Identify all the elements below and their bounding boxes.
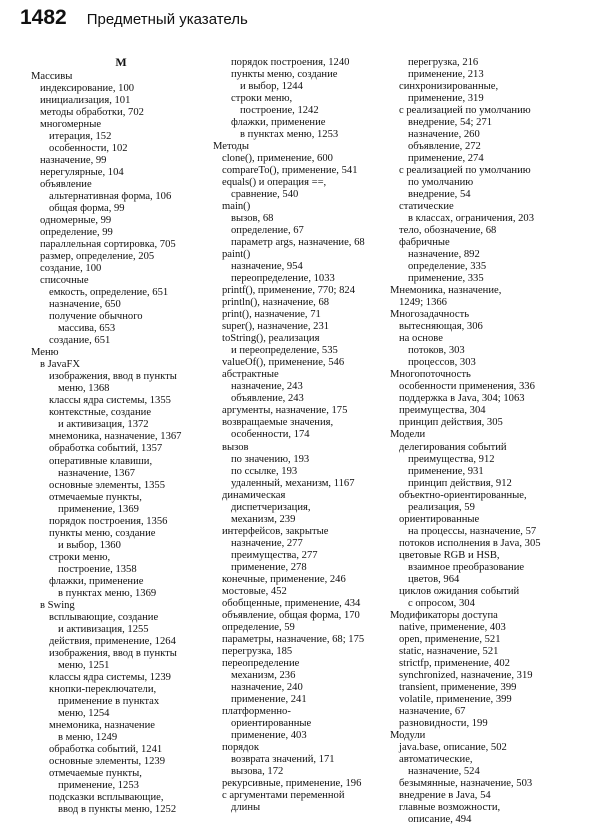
index-entry: strictfp, применение, 402 <box>399 657 510 669</box>
index-entry: применение, 274 <box>408 153 484 165</box>
index-entry: назначение, 260 <box>408 129 480 141</box>
index-entry: вызов, 68 <box>231 213 274 225</box>
index-entry: применение, 213 <box>408 69 484 81</box>
index-entry: изображения, ввод в пункты <box>49 647 177 659</box>
index-entry: volatile, применение, 399 <box>399 693 512 705</box>
index-entry: альтернативная форма, 106 <box>49 191 172 203</box>
entries-list <box>390 57 586 826</box>
index-column-1 <box>31 56 211 816</box>
index-entry: создание, 651 <box>49 335 111 347</box>
index-entry: внедрение в Java, 54 <box>399 789 491 801</box>
index-entry: на процессы, назначение, 57 <box>408 525 537 537</box>
index-entry: вызова, 172 <box>231 765 284 777</box>
index-entry: native, применение, 403 <box>399 621 506 633</box>
index-entry: open, применение, 521 <box>399 633 501 645</box>
index-entry: с опросом, 304 <box>408 597 475 609</box>
index-entry: порядок <box>222 741 259 753</box>
index-entry: назначение, 650 <box>49 299 121 311</box>
index-entry: и выбор, 1244 <box>240 81 303 93</box>
index-entry: абстрактные <box>222 369 279 381</box>
index-entry: применение, 1253 <box>58 779 139 791</box>
index-entry: print(), назначение, 71 <box>222 309 321 321</box>
index-entry: интерфейсов, закрытые <box>222 525 329 537</box>
index-entry: флажки, применение <box>231 117 326 129</box>
index-entry: построение, 1358 <box>58 563 137 575</box>
index-entry: особенности применения, 336 <box>399 381 535 393</box>
index-entry: потоков исполнения в Java, 305 <box>399 537 541 549</box>
index-entry: изображения, ввод в пункты <box>49 371 177 383</box>
index-entry: фабричные <box>399 237 450 249</box>
index-entry: потоков, 303 <box>408 345 465 357</box>
index-entry: определение, 99 <box>40 227 113 239</box>
index-entry: меню, 1368 <box>58 383 110 395</box>
index-entry: по ссылке, 193 <box>231 465 298 477</box>
index-entry: сравнение, 540 <box>231 189 299 201</box>
index-entry: контекстные, создание <box>49 407 152 419</box>
index-entry: внедрение, 54 <box>408 189 471 201</box>
index-entry: классы ядра системы, 1239 <box>49 671 171 683</box>
index-heading: Мнемоника, назначение, <box>390 285 502 297</box>
index-entry: инициализация, 101 <box>40 95 131 107</box>
index-entry: безымянные, назначение, 503 <box>399 777 533 789</box>
index-entry: мостовые, 452 <box>222 585 287 597</box>
index-entry: возвращаемые значения, <box>222 417 334 429</box>
index-entry: пункты меню, создание <box>231 69 338 81</box>
index-entry: создание, 100 <box>40 263 102 275</box>
index-entry: paint() <box>222 249 251 261</box>
index-entry: мнемоника, назначение, 1367 <box>49 431 182 443</box>
index-entry: println(), назначение, 68 <box>222 297 330 309</box>
index-entry: объявление, общая форма, 170 <box>222 609 360 621</box>
index-heading: Модули <box>390 729 426 741</box>
index-entry: тело, обозначение, 68 <box>399 225 497 237</box>
index-entry: с аргументами переменной <box>222 789 345 801</box>
index-entry: размер, определение, 205 <box>40 251 155 263</box>
index-entry: применение, 931 <box>408 465 484 477</box>
index-entry: обработка событий, 1241 <box>49 743 163 755</box>
index-entry: в пунктах меню, 1369 <box>58 587 157 599</box>
index-entry: обработка событий, 1357 <box>49 443 163 455</box>
index-entry: вытесняющая, 306 <box>399 321 483 333</box>
index-entry: определение, 59 <box>222 621 295 633</box>
index-entry: объявление <box>40 179 92 191</box>
index-entry: назначение, 524 <box>408 765 480 777</box>
index-column-2 <box>213 57 393 814</box>
index-entry: взаимное преобразование <box>408 561 525 573</box>
index-entry: кнопки-переключатели, <box>49 683 157 695</box>
index-entry: переопределение, 1033 <box>231 273 335 285</box>
index-entry: оперативные клавиши, <box>49 455 153 467</box>
index-entry: и переопределение, 535 <box>231 345 338 357</box>
index-entry: назначение, 240 <box>231 681 303 693</box>
index-entry: отмечаемые пункты, <box>49 767 142 779</box>
index-entry: valueOf(), применение, 546 <box>222 357 345 369</box>
page-header <box>20 6 248 36</box>
index-entry: принцип действия, 912 <box>408 477 512 489</box>
index-entry: списочные <box>40 275 89 287</box>
index-entry: многомерные <box>40 119 102 131</box>
index-entry: clone(), применение, 600 <box>222 153 333 165</box>
index-entry: применение, 278 <box>231 561 307 573</box>
index-entry: ввод в пункты меню, 1252 <box>58 803 177 815</box>
index-entry: static, назначение, 521 <box>399 645 499 657</box>
index-entry: поддержка в Java, 304; 1063 <box>399 393 525 405</box>
index-entry: по умолчанию <box>408 177 474 189</box>
index-entry: применение, 335 <box>408 273 484 285</box>
index-entry: аргументы, назначение, 175 <box>222 405 348 417</box>
index-entry: ориентированные <box>399 513 480 525</box>
index-entry: флажки, применение <box>49 575 144 587</box>
index-heading: Методы <box>213 141 249 153</box>
index-entry: мнемоника, назначение <box>49 719 155 731</box>
index-entry: длины <box>231 801 261 813</box>
index-column-3 <box>390 57 586 826</box>
index-entry: меню, 1254 <box>58 707 110 719</box>
index-entry: реализация, 59 <box>408 501 475 513</box>
index-entry: индексирование, 100 <box>40 83 135 95</box>
index-entry: механизм, 239 <box>231 513 296 525</box>
index-entry: в классах, ограничения, 203 <box>408 213 535 225</box>
index-entry: перегрузка, 216 <box>408 57 479 68</box>
index-entry: transient, применение, 399 <box>399 681 517 693</box>
running-title: Предметный указатель <box>86 11 248 28</box>
index-entry: объектно-ориентированные, <box>399 489 527 501</box>
index-entry: в пунктах меню, 1253 <box>240 129 339 141</box>
index-entry: и выбор, 1360 <box>58 539 121 551</box>
index-entry: удаленный, механизм, 1167 <box>231 477 355 489</box>
index-entry: назначение, 67 <box>399 705 466 717</box>
index-entry: механизм, 236 <box>231 669 296 681</box>
index-entry: назначение, 892 <box>408 249 480 261</box>
index-heading: Многозадачность <box>390 309 470 321</box>
index-entry: одномерные, 99 <box>40 215 112 227</box>
index-entry: возврата значений, 171 <box>231 753 335 765</box>
index-entry: получение обычного <box>49 311 143 323</box>
index-entry: основные элементы, 1239 <box>49 755 166 767</box>
index-entry: в JavaFX <box>40 359 81 371</box>
index-entry: построение, 1242 <box>240 105 319 117</box>
index-entry: строки меню, <box>231 93 293 105</box>
index-entry: особенности, 102 <box>49 143 128 155</box>
index-entry: рекурсивные, применение, 196 <box>222 777 362 789</box>
index-entry: printf(), применение, 770; 824 <box>222 285 356 297</box>
index-entry: параллельная сортировка, 705 <box>40 239 176 251</box>
index-entry: емкость, определение, 651 <box>49 287 169 299</box>
index-entry: принцип действия, 305 <box>399 417 503 429</box>
index-heading: Модификаторы доступа <box>390 609 498 621</box>
index-entry: пункты меню, создание <box>49 527 156 539</box>
index-entry: и активизация, 1255 <box>58 623 149 635</box>
index-entry: обобщенные, применение, 434 <box>222 597 361 609</box>
index-entry: java.base, описание, 502 <box>399 741 507 753</box>
index-entry: описание, 494 <box>408 813 472 825</box>
index-entry: преимущества, 304 <box>399 405 486 417</box>
index-entry: методы обработки, 702 <box>40 107 144 119</box>
index-entry: с реализацией по умолчанию <box>399 105 531 117</box>
index-entry: в меню, 1249 <box>58 731 118 743</box>
index-entry: автоматические, <box>399 753 473 765</box>
index-entry: порядок построения, 1356 <box>49 515 168 527</box>
index-entry: назначение, 277 <box>231 537 303 549</box>
index-entry: применение, 403 <box>231 729 307 741</box>
index-entry: назначение, 243 <box>231 381 303 393</box>
index-entry: equals() и операция ==, <box>222 177 327 189</box>
index-entry: итерация, 152 <box>49 131 112 143</box>
index-entry: перегрузка, 185 <box>222 645 293 657</box>
entries-list <box>31 71 211 816</box>
index-entry: преимущества, 912 <box>408 453 495 465</box>
index-heading: Массивы <box>31 71 73 82</box>
index-entry: toString(), реализация <box>222 333 320 345</box>
index-entry: вызов <box>222 441 249 453</box>
index-entry: всплывающие, создание <box>49 611 159 623</box>
index-entry: классы ядра системы, 1355 <box>49 395 171 407</box>
index-entry: параметр args, назначение, 68 <box>231 237 365 249</box>
index-entry: применение, 319 <box>408 93 484 105</box>
index-entry: назначение, 1367 <box>58 467 136 479</box>
index-entry: особенности, 174 <box>231 429 310 441</box>
index-entry: synchronized, назначение, 319 <box>399 669 533 681</box>
index-entry: с реализацией по умолчанию <box>399 165 531 177</box>
index-entry: преимущества, 277 <box>231 549 318 561</box>
index-entry: назначение, 99 <box>40 155 107 167</box>
index-entry: 1249; 1366 <box>399 297 447 309</box>
index-entry: внедрение, 54; 271 <box>408 117 493 129</box>
index-entry: основные элементы, 1355 <box>49 479 166 491</box>
index-entry: в Swing <box>40 599 75 611</box>
section-letter: М <box>115 55 127 69</box>
index-entry: делегирования событий <box>399 441 507 453</box>
index-entry: super(), назначение, 231 <box>222 321 330 333</box>
index-entry: массива, 653 <box>58 323 116 335</box>
index-entry: переопределение <box>222 657 300 669</box>
index-entry: определение, 335 <box>408 261 487 273</box>
index-entry: на основе <box>399 333 443 345</box>
index-entry: статические <box>399 201 454 213</box>
index-entry: общая форма, 99 <box>49 203 125 215</box>
index-entry: циклов ожидания событий <box>399 585 520 597</box>
index-entry: ориентированные <box>231 717 312 729</box>
index-heading: Меню <box>31 347 59 359</box>
index-entry: цветовые RGB и HSB, <box>399 549 500 561</box>
index-entry: объявление, 272 <box>408 141 481 153</box>
index-entry: параметры, назначение, 68; 175 <box>222 633 365 645</box>
index-entry: меню, 1251 <box>58 659 110 671</box>
index-entry: определение, 67 <box>231 225 304 237</box>
index-entry: главные возможности, <box>399 801 501 813</box>
index-entry: отмечаемые пункты, <box>49 491 142 503</box>
index-entry: платформенно- <box>222 705 291 717</box>
index-entry: диспетчеризация, <box>231 501 311 513</box>
entries-list <box>213 57 393 814</box>
index-entry: порядок построения, 1240 <box>231 57 350 68</box>
index-entry: динамическая <box>222 489 286 501</box>
index-entry: объявление, 243 <box>231 393 304 405</box>
page-number: 1482 <box>20 6 67 29</box>
index-entry: строки меню, <box>49 551 111 563</box>
index-entry: по значению, 193 <box>231 453 310 465</box>
index-entry: и активизация, 1372 <box>58 419 149 431</box>
index-entry: подсказки всплывающие, <box>49 791 164 803</box>
index-entry: разновидности, 199 <box>399 717 488 729</box>
index-entry: нерегулярные, 104 <box>40 167 124 179</box>
index-heading: Многопоточность <box>390 369 471 381</box>
index-entry: применение, 241 <box>231 693 307 705</box>
index-entry: применение, 1369 <box>58 503 139 515</box>
index-entry: назначение, 954 <box>231 261 303 273</box>
index-entry: main() <box>222 201 251 213</box>
index-entry: применение в пунктах <box>58 695 160 707</box>
index-entry: конечные, применение, 246 <box>222 573 346 585</box>
index-entry: действия, применение, 1264 <box>49 635 176 647</box>
index-entry: цветов, 964 <box>408 573 460 585</box>
index-heading: Модели <box>390 429 426 441</box>
index-entry: синхронизированные, <box>399 81 499 93</box>
index-entry: compareTo(), применение, 541 <box>222 165 358 177</box>
index-entry: процессов, 303 <box>408 357 476 369</box>
